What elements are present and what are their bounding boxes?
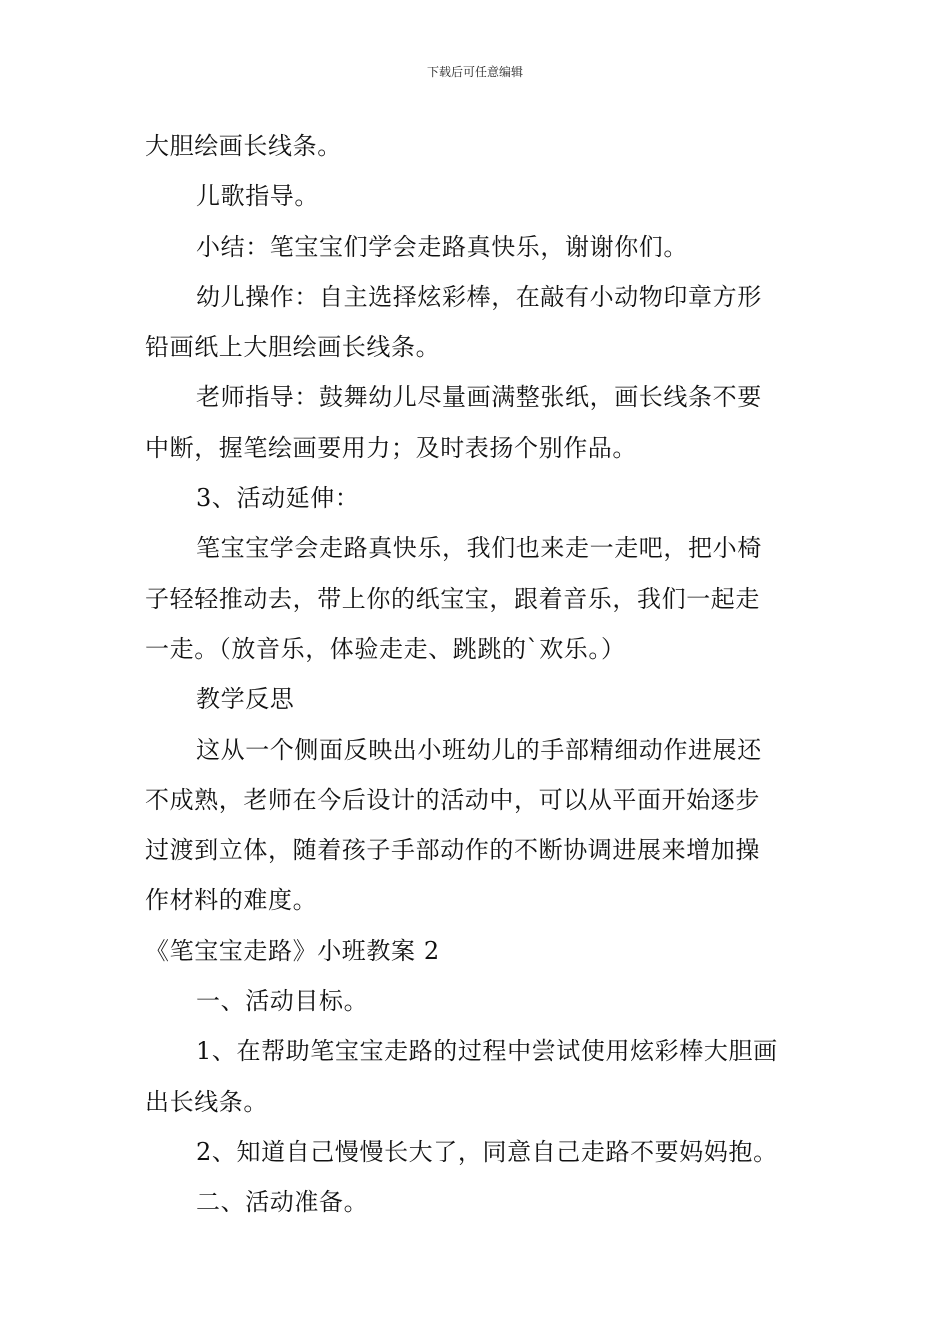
section-heading: 一、活动目标。 xyxy=(196,987,369,1016)
text-line: 小结：笔宝宝们学会走路真快乐，谢谢你们。 xyxy=(196,232,688,261)
text-line: 出长线条。 xyxy=(145,1087,268,1116)
text-line: 中断，握笔绘画要用力；及时表扬个别作品。 xyxy=(145,433,637,462)
text-line: 一走。（放音乐，体验走走、跳跳的`欢乐。） xyxy=(145,634,626,663)
section-heading: 教学反思 xyxy=(196,685,295,714)
text-line: 1、在帮助笔宝宝走路的过程中尝试使用炫彩棒大胆画 xyxy=(196,1037,778,1066)
text-line: 不成熟，老师在今后设计的活动中，可以从平面开始逐步 xyxy=(145,785,760,814)
text-line: 子轻轻推动去，带上你的纸宝宝，跟着音乐，我们一起走 xyxy=(145,584,760,613)
text-line: 3、活动延伸： xyxy=(196,484,360,513)
text-line: 这从一个侧面反映出小班幼儿的手部精细动作进展还 xyxy=(196,735,762,764)
section-heading: 二、活动准备。 xyxy=(196,1188,369,1217)
text-line: 笔宝宝学会走路真快乐，我们也来走一走吧，把小椅 xyxy=(196,534,762,563)
page-header-note: 下载后可任意编辑 xyxy=(426,65,523,79)
text-line: 2、知道自己慢慢长大了，同意自己走路不要妈妈抱。 xyxy=(196,1137,778,1166)
text-line: 老师指导：鼓舞幼儿尽量画满整张纸，画长线条不要 xyxy=(196,383,762,412)
document-body xyxy=(145,121,810,1228)
text-line: 铅画纸上大胆绘画长线条。 xyxy=(145,333,441,362)
text-line: 过渡到立体，随着孩子手部动作的不断协调进展来增加操 xyxy=(145,836,760,865)
text-line: 幼儿操作：自主选择炫彩棒，在敲有小动物印章方形 xyxy=(196,282,762,311)
text-line: 大胆绘画长线条。 xyxy=(145,132,342,160)
document-title: 《笔宝宝走路》小班教案 2 xyxy=(145,936,440,965)
text-line: 作材料的难度。 xyxy=(145,886,318,915)
text-line: 儿歌指导。 xyxy=(196,182,319,211)
